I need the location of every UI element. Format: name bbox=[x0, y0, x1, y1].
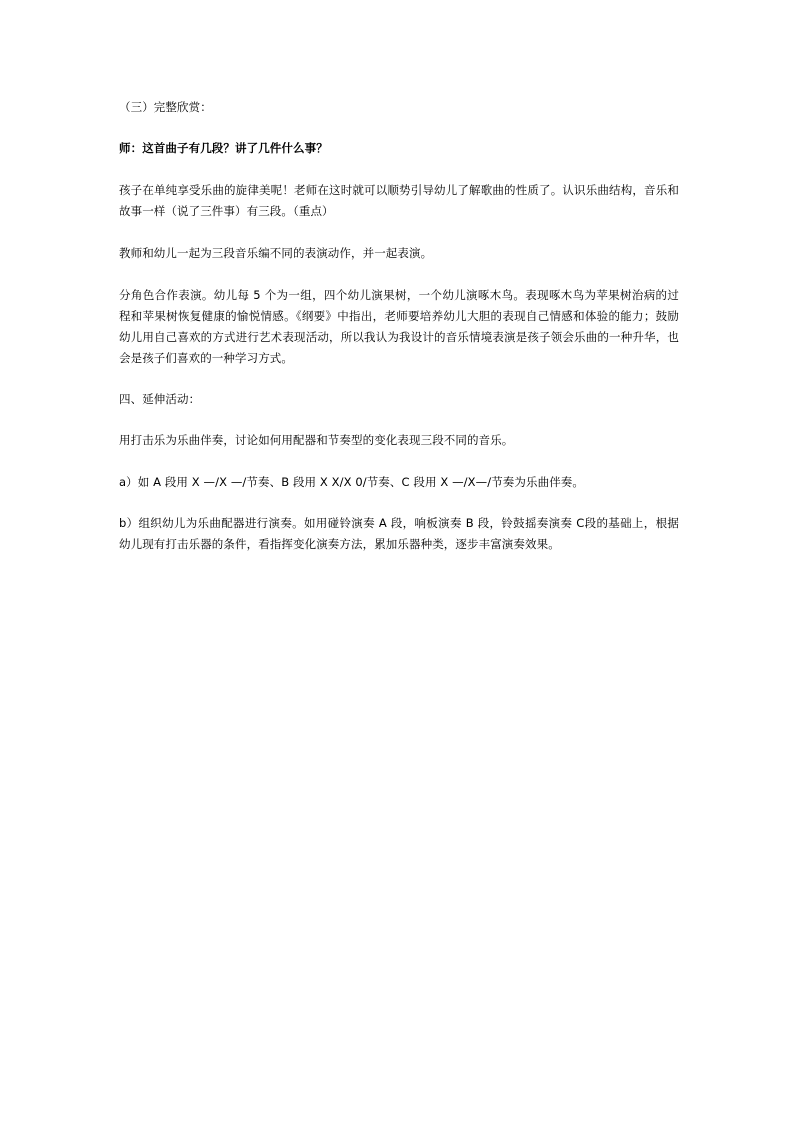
list-item-a: a）如 A 段用 X —/X —/节奏、B 段用 X X/X 0/节奏、C 段用 X —/X—/节奏为乐曲伴奏。 bbox=[119, 475, 585, 489]
teacher-question: 师：这首曲子有几段？讲了几件什么事？ bbox=[119, 141, 328, 155]
paragraph-percussion: 用打击乐为乐曲伴奏，讨论如何用配器和节奏型的变化表现三段不同的音乐。 bbox=[119, 433, 514, 447]
paragraph-music-structure: 孩子在单纯享受乐曲的旋律美呢！老师在这时就可以顺势引导幼儿了解歌曲的性质了。认识乐曲结构，音乐和故事一样（说了三件事）有三段。（重点） bbox=[119, 183, 679, 218]
section-heading-extension-activity: 四、延伸活动： bbox=[119, 392, 201, 406]
section-heading-complete-appreciation: （三）完整欣赏： bbox=[119, 100, 212, 114]
list-item-b: b）组织幼儿为乐曲配器进行演奏。如用碰铃演奏 A 段，响板演奏 B 段，铃鼓摇奏演奏 C段的基础上，根据幼儿现有打击乐器的条件，看指挥变化演奏方法，累加乐器种类，逐步丰富演奏效果。 bbox=[119, 516, 679, 551]
paragraph-choreography: 教师和幼儿一起为三段音乐编不同的表演动作，并一起表演。 bbox=[119, 246, 433, 260]
paragraph-role-play: 分角色合作表演。幼儿每 5 个为一组，四个幼儿演果树，一个幼儿演啄木鸟。表现啄木鸟为苹果树治病的过程和苹果树恢复健康的愉悦情感。《纲要》中指出，老师要培养幼儿大胆的表现自己情感和体验的能力；鼓励幼儿用自己喜欢的方式进行艺术表现活动，所以我认为我设计的音乐情境表演是孩子领会乐曲的一种升华，也会是孩子们喜欢的一种学习方式。 bbox=[119, 288, 679, 365]
